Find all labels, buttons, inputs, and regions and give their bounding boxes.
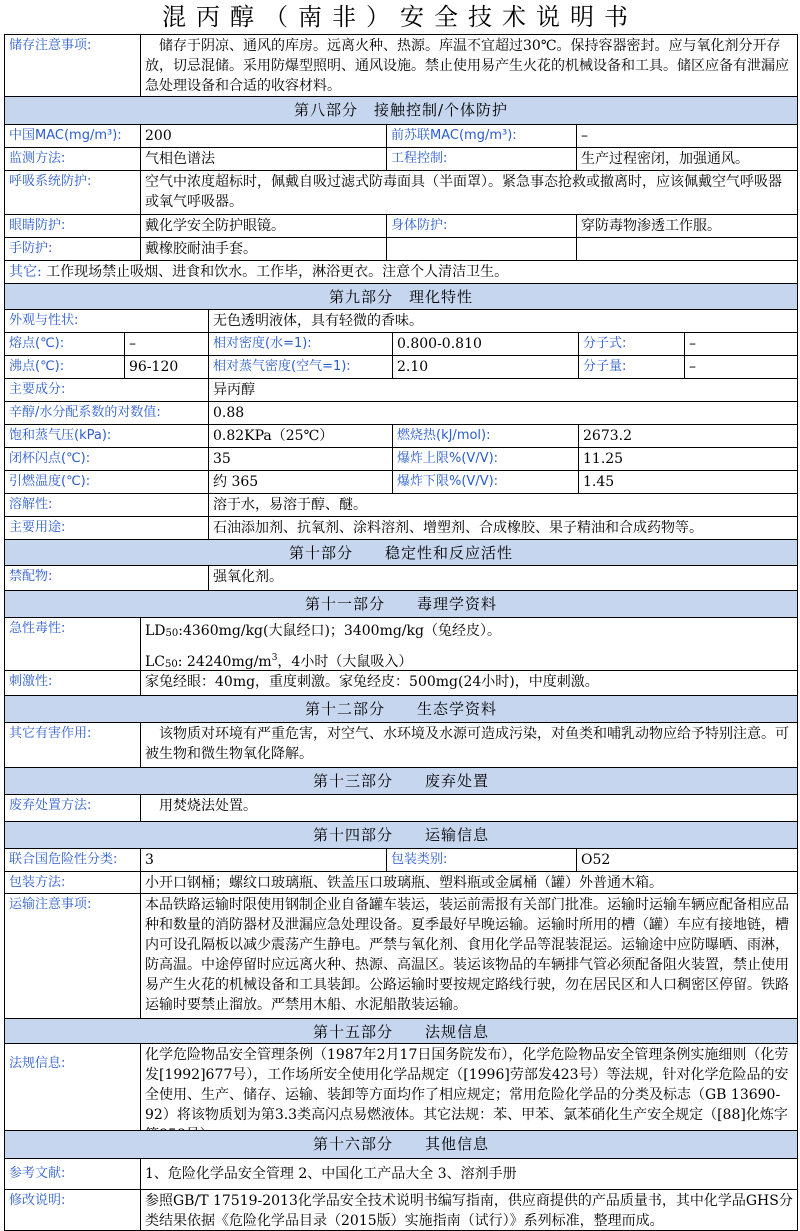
acute-value xyxy=(141,618,797,670)
use-value: 石油添加剂、抗氧剂、涂料溶剂、增塑剂、合成橡胶、果子精油和合成药物等。 xyxy=(213,520,703,536)
disposal-row xyxy=(5,795,797,822)
hand-value: 戴橡胶耐油手套。 xyxy=(141,238,387,260)
molar-mass-value: – xyxy=(689,359,696,375)
hand-empty-2 xyxy=(577,238,797,260)
msds-sheet xyxy=(4,34,798,1231)
appearance-value: 无色透明液体，具有轻微的香味。 xyxy=(213,313,423,329)
regulation-value: 化学危险物品安全管理条例（1987年2月17日国务院发布），化学危险物品安全管理条例实施细则（化劳发[1992]677号），工作场所安全使用化学品规定（[1996]劳部发423号）等法规，针对化学危险品的安全使用、生产、储存、运输、装卸等方面均作了相应规定；常用危险化学品的分类及标志（GB 13690-92）将该物质划为第3.3类高闪点易燃液体。其它法规：苯、甲苯、氯苯硝化生产安全规定（[88]化炼字 xyxy=(145,1047,789,1123)
regulation-label: 法规信息: xyxy=(5,1044,141,1130)
eng-value: 生产过程密闭，加强通风。 xyxy=(581,151,749,167)
lower-limit-value: 1.45 xyxy=(583,474,615,490)
irritation-value: 家兔经眼：40mg，重度刺激。家兔经皮：500mg(24小时)，中度刺激。 xyxy=(145,674,599,690)
un-row xyxy=(5,849,797,872)
boil-row xyxy=(5,356,797,379)
pkg-value: O52 xyxy=(581,852,611,868)
logp-row xyxy=(5,402,797,425)
molar-mass-label: 分子量: xyxy=(579,356,685,378)
formula-label: 分子式: xyxy=(579,333,685,355)
disposal-value: 用焚烧法处置。 xyxy=(159,798,257,814)
transport-notes-value: 本品铁路运输时限使用钢制企业自备罐车装运，装运前需报有关部门批准。运输时运输车辆应配备相应品种和数量的消防器材及泄漏应急处理设备。夏季最好早晚运输。运输时所用的槽（罐）车应有接地链，槽内可设孔隔板以减少震荡产生静电。严禁与氧化剂、食用化学品等混装混运。运输途中应防曝晒、雨淋，防高温。中途停留时应远离火种、热源、高温区。装运该物品的车辆排气管必须配备阻火装置，禁止使用易产生火花的机械设备和工具装卸。公路运输时要按规定路线行驶，勿在居民区和人口稠密区停留。铁路运输时要禁止溜放。严禁用木船、水泥船散装运输。 xyxy=(145,897,789,1013)
revision-value: 参照GB/T 17519-2013化学品安全技术说明书编写指南，供应商提供的产品质量书，其中化学品GHS分类结果依据《危险化学品目录（2015版）实施指南（试行）》系列标准，整理而成。 xyxy=(145,1193,793,1229)
solubility-row xyxy=(5,494,797,517)
eco-label: 其它有害作用: xyxy=(5,723,141,767)
lc-prefix: LC xyxy=(145,654,166,670)
eye-value: 戴化学安全防护眼镜。 xyxy=(141,215,387,237)
eco-row xyxy=(5,723,797,768)
use-label: 主要用途: xyxy=(5,517,209,539)
other-value: 工作现场禁止吸烟、进食和饮水。工作毕，淋浴更衣。注意个人清洁卫生。 xyxy=(46,264,509,280)
reference-row xyxy=(5,1159,797,1190)
vapor-pressure-label: 饱和蒸气压(kPa): xyxy=(5,425,209,447)
eye-label: 眼睛防护: xyxy=(5,215,141,237)
reference-label: 参考文献: xyxy=(5,1159,141,1189)
upper-limit-value: 11.25 xyxy=(583,451,624,467)
resp-row xyxy=(5,171,797,215)
section-15-header-row xyxy=(5,1019,797,1044)
formula-value: – xyxy=(689,336,696,352)
section-14-header-row xyxy=(5,822,797,849)
flash-label: 闭杯闪点(℃): xyxy=(5,448,209,470)
flash-row xyxy=(5,448,797,471)
appearance-row xyxy=(5,310,797,333)
pack-method-row xyxy=(5,872,797,894)
eco-value: 该物质对环境有严重危害，对空气、水环境及水源可造成污染，对鱼类和哺乳动物应给予特别注意。可被生物和微生物氧化降解。 xyxy=(145,726,789,762)
section-8-header-row xyxy=(5,97,797,125)
un-value: 3 xyxy=(141,849,387,871)
irritation-row xyxy=(5,671,797,696)
ld-text: :4360mg/kg(大鼠经口)；3400mg/kg（兔经皮）。 xyxy=(178,623,501,639)
ld50-line xyxy=(145,619,793,646)
section-16-header-row xyxy=(5,1131,797,1159)
body-label: 身体防护: xyxy=(387,215,577,237)
mac-cn-value: 200 xyxy=(141,125,387,147)
monitor-label: 监测方法: xyxy=(5,148,141,170)
other-cell xyxy=(5,261,797,283)
hand-label: 手防护: xyxy=(5,238,141,260)
ld-subscript: 50 xyxy=(165,628,179,639)
section-9-header-row xyxy=(5,284,797,310)
section-11-header: 第十一部分 毒理学资料 xyxy=(5,591,797,617)
section-12-header: 第十二部分 生态学资料 xyxy=(5,696,797,722)
section-16-header: 第十六部分 其他信息 xyxy=(5,1131,797,1158)
upper-limit-label: 爆炸上限%(V/V): xyxy=(393,448,579,470)
lc-text-1: : 24240mg/m xyxy=(177,654,272,670)
eng-label: 工程控制: xyxy=(387,148,577,170)
acute-label: 急性毒性: xyxy=(5,618,141,670)
mac-cn-label: 中国MAC(mg/m³): xyxy=(5,125,141,147)
irritation-label: 刺激性: xyxy=(5,671,141,695)
revision-row xyxy=(5,1190,797,1231)
section-13-header: 第十三部分 废弃处置 xyxy=(5,768,797,794)
document-title: 混丙醇（南非）安全技术说明书 xyxy=(162,3,638,31)
eye-row xyxy=(5,215,797,238)
section-12-header-row xyxy=(5,696,797,723)
boil-value: 96-120 xyxy=(125,356,209,378)
logp-value: 0.88 xyxy=(213,405,245,421)
section-10-header-row xyxy=(5,540,797,566)
pack-method-value: 小开口钢桶；螺纹口玻璃瓶、铁盖压口玻璃瓶、塑料瓶或金属桶（罐）外普通木箱。 xyxy=(145,875,663,891)
composition-value: 异丙醇 xyxy=(213,382,255,398)
storage-text: 储存于阴凉、通风的库房。远离火种、热源。库温不宜超过30℃。保持容器密封。应与氧化剂分开存放，切忌混储。采用防爆型照明、通风设施。禁止使用易产生火花的机械设备和工具。储区应备有泄漏应急处理设备和合适的收容材料。 xyxy=(145,38,789,94)
section-14-header: 第十四部分 运输信息 xyxy=(5,822,797,848)
reference-value: 1、危险化学品安全管理 2、中国化工产品大全 3、溶剂手册 xyxy=(145,1166,517,1182)
un-label: 联合国危险性分类: xyxy=(5,849,141,871)
body-value: 穿防毒物渗透工作服。 xyxy=(581,218,721,234)
resp-value: 空气中浓度超标时，佩戴自吸过滤式防毒面具（半面罩）。紧急事态抢救或撤离时，应该佩戴空气呼吸器或氧气呼吸器。 xyxy=(145,174,782,210)
lower-limit-label: 爆炸下限%(V/V): xyxy=(393,471,579,493)
section-11-header-row xyxy=(5,591,797,618)
composition-row xyxy=(5,379,797,402)
density-label: 相对密度(水=1): xyxy=(209,333,393,355)
lc-text-2: ，4小时（大鼠吸入） xyxy=(277,654,413,670)
heat-label: 燃烧热(kJ/mol): xyxy=(393,425,579,447)
density-value: 0.800-0.810 xyxy=(393,333,579,355)
incompatible-label: 禁配物: xyxy=(5,566,209,590)
storage-label: 储存注意事项: xyxy=(5,35,141,96)
section-9-header: 第九部分 理化特性 xyxy=(5,284,797,309)
regulation-row xyxy=(5,1044,797,1131)
ignition-label: 引燃温度(℃): xyxy=(5,471,209,493)
pack-method-label: 包装方法: xyxy=(5,872,141,893)
incompatible-row xyxy=(5,566,797,591)
melt-label: 熔点(℃): xyxy=(5,333,125,355)
lc-subscript: 50 xyxy=(165,659,178,670)
transport-notes-label: 运输注意事项: xyxy=(5,894,141,1018)
heat-value: 2673.2 xyxy=(583,428,632,444)
section-15-header: 第十五部分 法规信息 xyxy=(5,1019,797,1043)
mac-su-value: – xyxy=(581,128,588,144)
ld-prefix: LD xyxy=(145,623,166,639)
hand-row xyxy=(5,238,797,261)
pkg-label: 包装类别: xyxy=(387,849,577,871)
use-row xyxy=(5,517,797,540)
lc-superscript: 3 xyxy=(271,653,278,663)
section-10-header: 第十部分 稳定性和反应活性 xyxy=(5,540,797,565)
flash-value: 35 xyxy=(209,448,393,470)
incompatible-value: 强氧化剂。 xyxy=(213,569,283,585)
vapor-density-label: 相对蒸气密度(空气=1): xyxy=(209,356,393,378)
boil-label: 沸点(℃): xyxy=(5,356,125,378)
vapor-pressure-row xyxy=(5,425,797,448)
mac-row xyxy=(5,125,797,148)
hand-empty-1 xyxy=(387,238,577,260)
monitor-value: 气相色谱法 xyxy=(141,148,387,170)
logp-label: 辛醇/水分配系数的对数值: xyxy=(5,402,209,424)
acute-row xyxy=(5,618,797,671)
solubility-label: 溶解性: xyxy=(5,494,209,516)
storage-row xyxy=(5,34,797,97)
disposal-label: 废弃处置方法: xyxy=(5,795,141,821)
transport-notes-row xyxy=(5,894,797,1019)
section-8-header: 第八部分 接触控制/个体防护 xyxy=(5,97,797,124)
ignition-row xyxy=(5,471,797,494)
other-row xyxy=(5,261,797,284)
melt-row xyxy=(5,333,797,356)
section-13-header-row xyxy=(5,768,797,795)
melt-value: – xyxy=(125,333,209,355)
composition-label: 主要成分: xyxy=(5,379,209,401)
appearance-label: 外观与性状: xyxy=(5,310,209,332)
resp-label: 呼吸系统防护: xyxy=(5,171,141,214)
monitor-row xyxy=(5,148,797,171)
revision-label: 修改说明: xyxy=(5,1190,141,1230)
other-label: 其它: xyxy=(9,264,42,280)
vapor-density-value: 2.10 xyxy=(393,356,579,378)
mac-su-label: 前苏联MAC(mg/m³): xyxy=(387,125,577,147)
ignition-value: 约 365 xyxy=(209,471,393,493)
solubility-value: 溶于水，易溶于醇、醚。 xyxy=(213,497,367,513)
vapor-pressure-value: 0.82KPa（25℃） xyxy=(209,425,393,447)
